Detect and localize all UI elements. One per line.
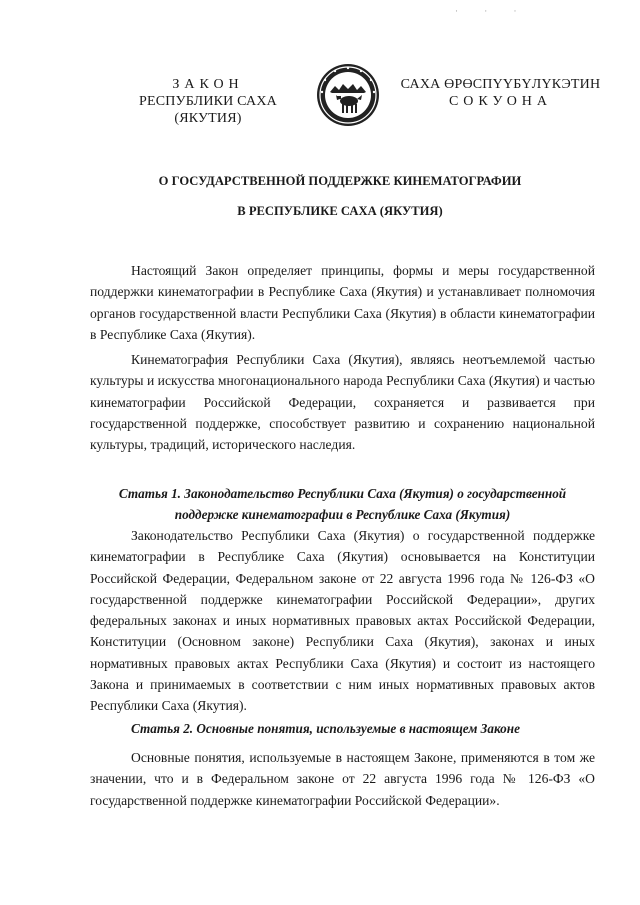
preamble-text-2: Кинематография Республики Саха (Якутия), являясь неотъемлемой частью культуры и искусства многонационального народа Республики Саха (Якутия) и частью кинематографии Российской Федерации, сохраняется и развивается при государственной поддержке, способствует развитию и сохранению национальной культуры, традиций, исторического наследия. xyxy=(90,352,595,453)
article-1-heading-line2: поддержке кинематографии в Республике Саха (Якутия) xyxy=(174,506,511,522)
header-right xyxy=(398,76,603,110)
header-left-line1: ЗАКОН xyxy=(172,77,244,92)
preamble-paragraph-2 xyxy=(90,349,595,455)
preamble-paragraph-1 xyxy=(90,260,595,345)
preamble-text-1: Настоящий Закон определяет принципы, формы и меры государственной поддержки кинематографии в Республике Саха (Якутия) и устанавливает полномочия органов государственной власти Республики Саха (Якутия) в области кинематографии в Республике Саха (Якутия). xyxy=(90,263,595,342)
document-header xyxy=(0,62,640,132)
article-1-heading xyxy=(90,484,595,525)
article-1-heading-line1: Статья 1. Законодательство Республики Саха (Якутия) о государственной xyxy=(118,486,567,501)
header-left xyxy=(108,76,308,127)
header-right-line2: СОКУОНА xyxy=(448,94,553,109)
law-title-line1: О ГОСУДАРСТВЕННОЙ ПОДДЕРЖКЕ КИНЕМАТОГРАФИИ xyxy=(158,174,522,188)
article-2-text: Основные понятия, используемые в настоящем Законе, применяются в том же значении, что и в Федеральном законе от 22 августа 1996 года № 126-ФЗ «О государственной поддержке кинематографии Российской Федерации». xyxy=(90,750,595,808)
law-title xyxy=(120,166,560,226)
article-1-text: Законодательство Республики Саха (Якутия) о государственной поддержке кинематографии в Республике Саха (Якутия) основывается на Конституции Российской Федерации, Федеральном законе от 22 августа 1996 года № 126-ФЗ «О государственной поддержке кинематографии Российской Федерации», других федеральных законах и иных нормативных правовых актах Российской Федерации, Конституции (Основном законе) Республики Саха (Якутия), законах и иных нормативных правовых актах Республики Саха (Якутия) и состоит из настоящего Закона и принимаемых в соответствии с ним иных нормативных правовых актов Республики Саха (Якутия). xyxy=(90,528,595,714)
header-left-line2: РЕСПУБЛИКИ САХА (ЯКУТИЯ) xyxy=(139,94,277,126)
coat-of-arms-emblem-icon xyxy=(315,62,381,128)
article-2-body xyxy=(90,747,595,811)
law-title-line2: В РЕСПУБЛИКЕ САХА (ЯКУТИЯ) xyxy=(237,204,443,218)
article-1-body xyxy=(90,525,595,717)
scan-artifact-dots: · · · xyxy=(455,6,529,16)
article-2-heading: Статья 2. Основные понятия, используемые в настоящем Законе xyxy=(131,721,520,736)
header-right-line1: САХА ӨРӨСПҮҮБҮЛҮКЭТИН xyxy=(400,77,601,92)
